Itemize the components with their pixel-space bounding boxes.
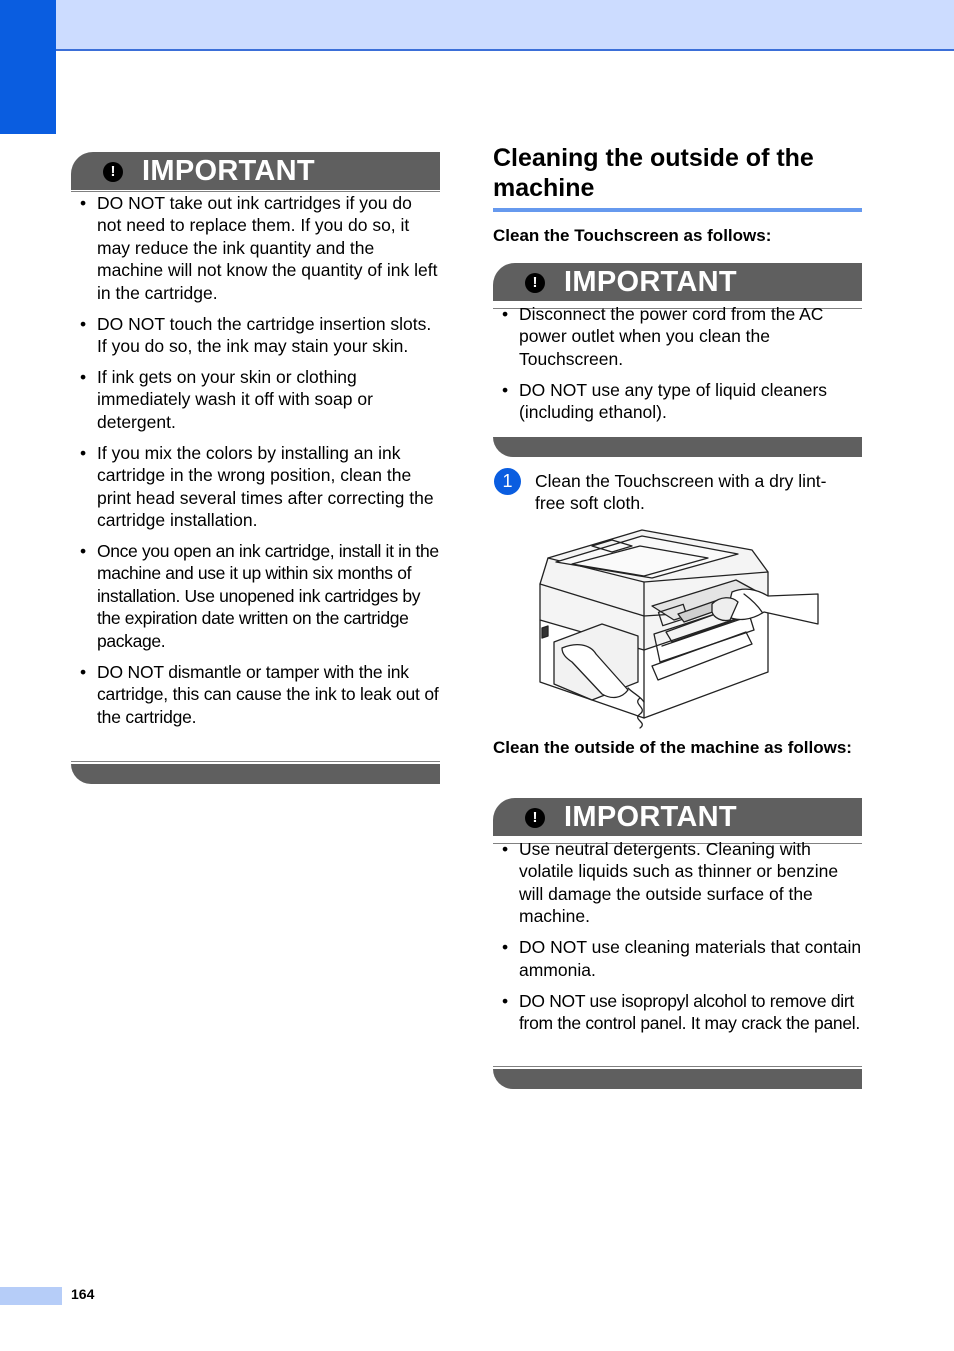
list-item: • DO NOT take out ink cartridges if you do not need to replace them. If you do so, it may reduce the ink quantity and the machine will not know the quantity of ink left in the cartridge. xyxy=(80,193,438,303)
list-item: • Once you open an ink cartridge, install it in the machine and use it up within six months of installation. Use unopened ink cartridges by the expiration date written on the cartridge package. xyxy=(80,541,439,651)
chapter-tab xyxy=(0,0,56,134)
printer-cleaning-illustration xyxy=(532,522,824,730)
important-footer xyxy=(493,437,862,457)
list-item: • If you mix the colors by installing an ink cartridge in the wrong position, clean the print head several times after correcting the cartridge installation. xyxy=(80,442,434,531)
page-number: 164 xyxy=(71,1286,95,1302)
section-heading: Cleaning the outside of the machine xyxy=(493,144,814,202)
list-item: • DO NOT use isopropyl alcohol to remove dirt from the control panel. It may crack the panel. xyxy=(502,990,860,1034)
header-band xyxy=(0,0,954,51)
important-title: IMPORTANT xyxy=(142,155,315,187)
footer-band xyxy=(0,1287,62,1305)
important-title: IMPORTANT xyxy=(564,266,737,298)
heading-rule xyxy=(493,208,862,212)
important-rule xyxy=(71,761,440,762)
list-item: • DO NOT dismantle or tamper with the ink cartridge, this can cause the ink to leak out of the cartridge. xyxy=(80,661,439,727)
exclamation-icon: ! xyxy=(103,162,123,182)
subheading-outside: Clean the outside of the machine as follows: xyxy=(493,738,852,757)
important-header xyxy=(493,798,862,836)
exclamation-icon: ! xyxy=(525,808,545,828)
important-list xyxy=(493,303,862,432)
list-item: • Disconnect the power cord from the AC power outlet when you clean the Touchscreen. xyxy=(502,304,824,369)
important-rule xyxy=(493,1066,862,1067)
step-text: Clean the Touchscreen with a dry lint-free soft cloth. xyxy=(535,471,827,514)
important-title: IMPORTANT xyxy=(564,801,737,833)
step-number-badge: 1 xyxy=(494,468,521,495)
important-list xyxy=(493,838,862,1043)
important-footer xyxy=(71,764,440,784)
list-item: • DO NOT use cleaning materials that contain ammonia. xyxy=(502,937,862,980)
important-list xyxy=(71,192,440,737)
exclamation-icon: ! xyxy=(525,273,545,293)
list-item: • If ink gets on your skin or clothing immediately wash it off with soap or detergent. xyxy=(80,367,373,432)
important-header xyxy=(71,152,440,190)
list-item: • DO NOT use any type of liquid cleaners (including ethanol). xyxy=(502,379,828,423)
important-footer xyxy=(493,1069,862,1089)
list-item: • Use neutral detergents. Cleaning with volatile liquids such as thinner or benzine will damage the outside surface of the machine. xyxy=(502,839,839,927)
list-item: • DO NOT touch the cartridge insertion slots. If you do so, the ink may stain your skin. xyxy=(80,313,432,357)
subheading-touchscreen: Clean the Touchscreen as follows: xyxy=(493,226,772,245)
important-header xyxy=(493,263,862,301)
